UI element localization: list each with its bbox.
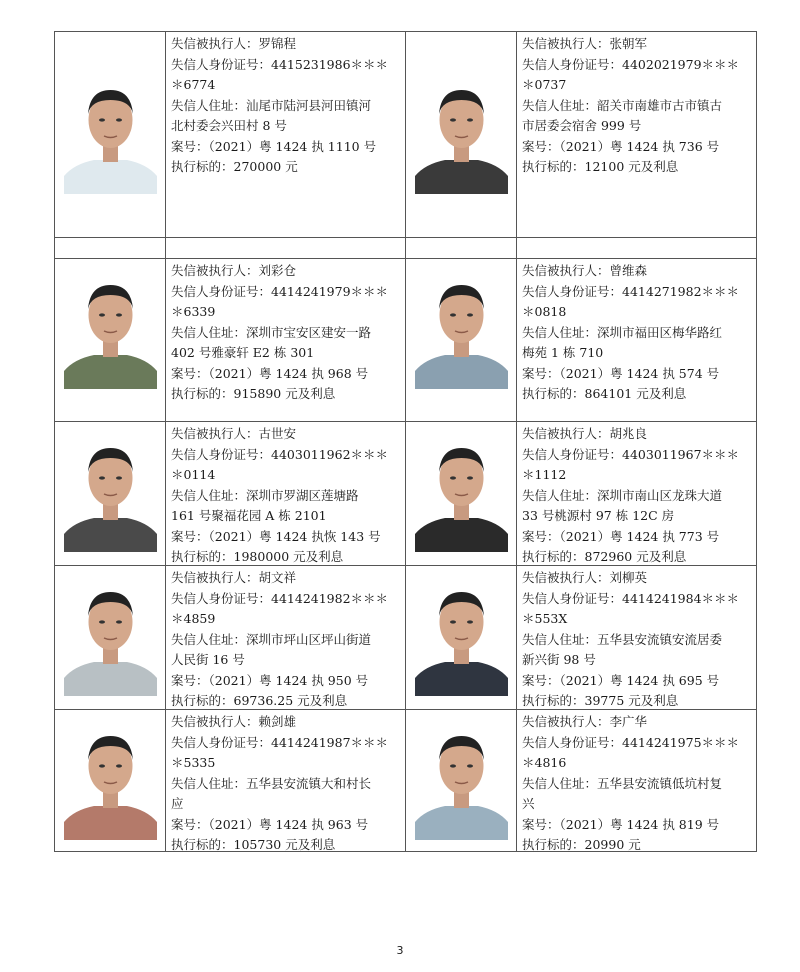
address-value-part2: 33 号桃源村 97 栋 12C 房: [522, 508, 675, 523]
address-value-part2: 161 号聚福花园 A 栋 2101: [171, 508, 327, 523]
address-value-part1: 五华县安流镇低坑村复: [597, 775, 723, 791]
id-value-part2: ＊6774: [171, 77, 216, 92]
name-label: 失信被执行人：: [522, 714, 610, 729]
defaulter-table: [54, 31, 757, 852]
info-cell: [166, 710, 405, 851]
defaulter-entry: [406, 566, 757, 709]
table-row-empty: [55, 238, 757, 259]
case-value: （2021）粤 1424 执 1110 号: [208, 138, 377, 154]
portrait-photo: [64, 76, 157, 194]
defaulter-entry: [55, 566, 406, 709]
photo-cell: [406, 259, 517, 421]
name-line: [522, 568, 752, 589]
id-label: 失信人身份证号：: [171, 734, 272, 750]
case-line: [522, 815, 752, 836]
address-line-continued: [171, 794, 401, 815]
portrait-photo: [64, 271, 157, 389]
address-line-continued: [171, 650, 401, 671]
amount-value: 864101 元及利息: [584, 386, 687, 401]
id-line-continued: [522, 302, 752, 323]
address-line-continued: [522, 650, 752, 671]
amount-label: 执行标的：: [522, 693, 585, 708]
portrait-photo: [415, 722, 508, 840]
case-line: [171, 364, 401, 385]
info-cell: [517, 710, 756, 851]
amount-label: 执行标的：: [171, 693, 234, 708]
id-label: 失信人身份证号：: [522, 56, 623, 72]
address-value-part1: 深圳市福田区梅华路红: [597, 324, 723, 340]
case-label: 案号：: [522, 528, 560, 544]
case-line: [171, 671, 401, 692]
address-line: [171, 630, 401, 651]
id-value-part2: ＊1112: [522, 467, 567, 482]
case-line: [171, 137, 401, 158]
amount-line: [522, 547, 752, 565]
defaulter-entry: [406, 32, 757, 237]
id-line: [522, 282, 752, 303]
case-value: （2021）粤 1424 执 773 号: [559, 528, 720, 544]
address-line-continued: [522, 794, 752, 815]
info-cell: [166, 259, 405, 421]
address-value-part2: 市居委会宿舍 999 号: [522, 118, 642, 133]
photo-cell: [55, 566, 166, 709]
case-value: （2021）粤 1424 执 574 号: [559, 365, 720, 381]
photo-cell: [406, 422, 517, 565]
name-line: [522, 261, 752, 282]
amount-line: [522, 384, 752, 405]
address-line-continued: [171, 506, 401, 527]
id-value-part1: 4414241982＊＊＊: [271, 590, 389, 606]
address-line: [171, 323, 401, 344]
amount-line: [522, 157, 752, 178]
id-line: [171, 282, 401, 303]
name-label: 失信被执行人：: [522, 36, 610, 51]
name-line: [171, 712, 401, 733]
case-value: （2021）粤 1424 执 819 号: [559, 816, 720, 832]
id-value-part2: ＊5335: [171, 755, 216, 770]
name-label: 失信被执行人：: [522, 426, 610, 441]
address-label: 失信人住址：: [171, 97, 247, 113]
info-cell: [166, 422, 405, 565]
name-line: [171, 568, 401, 589]
address-value-part2: 人民街 16 号: [171, 652, 245, 667]
name-label: 失信被执行人：: [171, 714, 259, 729]
portrait-photo: [415, 578, 508, 696]
portrait-photo: [64, 578, 157, 696]
case-label: 案号：: [171, 816, 209, 832]
id-line-continued: [171, 609, 401, 630]
info-cell: [166, 32, 405, 237]
amount-label: 执行标的：: [171, 837, 234, 851]
photo-cell: [55, 422, 166, 565]
page-number: 3: [396, 944, 404, 957]
name-value: 李广华: [609, 714, 648, 729]
amount-label: 执行标的：: [522, 549, 585, 564]
case-value: （2021）粤 1424 执 695 号: [559, 672, 720, 688]
address-line-continued: [522, 506, 752, 527]
amount-value: 915890 元及利息: [233, 386, 336, 401]
name-value: 曾维森: [609, 263, 648, 278]
photo-cell: [55, 259, 166, 421]
id-value-part2: ＊6339: [171, 304, 216, 319]
info-cell: [517, 32, 756, 237]
photo-cell: [406, 32, 517, 237]
case-value: （2021）粤 1424 执 968 号: [208, 365, 369, 381]
id-label: 失信人身份证号：: [522, 734, 623, 750]
photo-cell: [406, 710, 517, 851]
name-line: [522, 424, 752, 445]
id-label: 失信人身份证号：: [171, 590, 272, 606]
id-line-continued: [171, 75, 401, 96]
amount-value: 105730 元及利息: [233, 837, 336, 851]
table-row: [55, 566, 757, 710]
id-line: [522, 589, 752, 610]
name-label: 失信被执行人：: [522, 263, 610, 278]
amount-line: [522, 835, 752, 851]
case-label: 案号：: [171, 528, 209, 544]
id-value-part2: ＊4816: [522, 755, 567, 770]
id-line-continued: [171, 753, 401, 774]
case-line: [171, 527, 401, 548]
address-value-part1: 汕尾市陆河县河田镇河: [246, 97, 372, 113]
address-label: 失信人住址：: [522, 324, 598, 340]
id-line-continued: [522, 609, 752, 630]
name-label: 失信被执行人：: [171, 36, 259, 51]
id-label: 失信人身份证号：: [171, 56, 272, 72]
name-label: 失信被执行人：: [522, 570, 610, 585]
case-value: （2021）粤 1424 执 963 号: [208, 816, 369, 832]
address-label: 失信人住址：: [522, 775, 598, 791]
address-label: 失信人住址：: [171, 324, 247, 340]
address-value-part2: 新兴街 98 号: [522, 652, 596, 667]
amount-value: 69736.25 元及利息: [233, 693, 348, 708]
case-line: [171, 815, 401, 836]
id-label: 失信人身份证号：: [522, 446, 623, 462]
case-line: [522, 364, 752, 385]
case-label: 案号：: [171, 365, 209, 381]
info-cell: [517, 259, 756, 421]
address-value-part1: 深圳市南山区龙珠大道: [597, 487, 723, 503]
id-line: [171, 733, 401, 754]
id-line: [171, 589, 401, 610]
amount-value: 20990 元: [584, 837, 641, 851]
id-line: [171, 445, 401, 466]
id-value-part2: ＊0737: [522, 77, 567, 92]
id-line-continued: [171, 302, 401, 323]
amount-value: 12100 元及利息: [584, 159, 679, 174]
address-line: [171, 486, 401, 507]
name-label: 失信被执行人：: [171, 570, 259, 585]
amount-line: [171, 384, 401, 405]
amount-value: 872960 元及利息: [584, 549, 687, 564]
amount-value: 39775 元及利息: [584, 693, 679, 708]
address-line: [522, 486, 752, 507]
defaulter-entry: [55, 422, 406, 565]
id-line-continued: [522, 75, 752, 96]
amount-line: [171, 157, 401, 178]
case-line: [522, 137, 752, 158]
table-row: [55, 710, 757, 852]
address-value-part1: 深圳市罗湖区莲塘路: [246, 487, 359, 503]
id-value-part1: 4414271982＊＊＊: [622, 283, 740, 299]
address-line: [522, 774, 752, 795]
amount-line: [171, 691, 401, 709]
address-label: 失信人住址：: [171, 775, 247, 791]
portrait-photo: [64, 434, 157, 552]
address-line: [522, 323, 752, 344]
case-line: [522, 527, 752, 548]
name-label: 失信被执行人：: [171, 426, 259, 441]
info-cell: [517, 422, 756, 565]
id-value-part1: 4415231986＊＊＊: [271, 56, 389, 72]
empty-cell: [406, 238, 757, 258]
amount-line: [522, 691, 752, 709]
address-line-continued: [171, 343, 401, 364]
id-line: [522, 445, 752, 466]
id-label: 失信人身份证号：: [171, 283, 272, 299]
name-value: 张朝军: [609, 36, 648, 51]
address-value-part1: 韶关市南雄市古市镇古: [597, 97, 723, 113]
empty-cell: [55, 238, 406, 258]
address-label: 失信人住址：: [522, 631, 598, 647]
id-label: 失信人身份证号：: [522, 590, 623, 606]
case-value: （2021）粤 1424 执恢 143 号: [208, 528, 381, 544]
id-label: 失信人身份证号：: [522, 283, 623, 299]
address-line: [522, 630, 752, 651]
table-row: [55, 32, 757, 238]
photo-cell: [55, 710, 166, 851]
id-value-part2: ＊553X: [522, 611, 568, 626]
amount-label: 执行标的：: [171, 549, 234, 564]
address-value-part2: 应: [171, 796, 184, 811]
id-line-continued: [171, 465, 401, 486]
address-label: 失信人住址：: [171, 487, 247, 503]
amount-label: 执行标的：: [171, 386, 234, 401]
amount-line: [171, 547, 401, 565]
id-label: 失信人身份证号：: [171, 446, 272, 462]
portrait-photo: [64, 722, 157, 840]
address-line: [171, 96, 401, 117]
id-line: [171, 55, 401, 76]
case-label: 案号：: [522, 138, 560, 154]
id-line-continued: [522, 753, 752, 774]
defaulter-entry: [406, 422, 757, 565]
address-label: 失信人住址：: [522, 97, 598, 113]
id-value-part2: ＊0114: [171, 467, 216, 482]
amount-label: 执行标的：: [522, 837, 585, 851]
address-label: 失信人住址：: [522, 487, 598, 503]
amount-line: [171, 835, 401, 851]
name-line: [171, 424, 401, 445]
id-value-part1: 4414241975＊＊＊: [622, 734, 740, 750]
address-value-part2: 北村委会兴田村 8 号: [171, 118, 287, 133]
address-value-part1: 五华县安流镇安流居委: [597, 631, 723, 647]
case-line: [522, 671, 752, 692]
defaulter-entry: [55, 710, 406, 851]
amount-label: 执行标的：: [522, 159, 585, 174]
photo-cell: [406, 566, 517, 709]
name-label: 失信被执行人：: [171, 263, 259, 278]
defaulter-entry: [55, 32, 406, 237]
id-value-part2: ＊0818: [522, 304, 567, 319]
name-line: [522, 712, 752, 733]
address-line: [171, 774, 401, 795]
portrait-photo: [415, 434, 508, 552]
address-value-part1: 深圳市坪山区坪山街道: [246, 631, 372, 647]
photo-cell: [55, 32, 166, 237]
amount-value: 1980000 元及利息: [233, 549, 344, 564]
address-line-continued: [522, 343, 752, 364]
address-label: 失信人住址：: [171, 631, 247, 647]
name-line: [522, 34, 752, 55]
amount-label: 执行标的：: [171, 159, 234, 174]
id-value-part2: ＊4859: [171, 611, 216, 626]
name-value: 胡文祥: [258, 570, 297, 585]
info-cell: [166, 566, 405, 709]
name-line: [171, 261, 401, 282]
amount-label: 执行标的：: [522, 386, 585, 401]
address-value-part1: 五华县安流镇大和村长: [246, 775, 372, 791]
address-line-continued: [522, 116, 752, 137]
case-label: 案号：: [171, 138, 209, 154]
name-value: 赖剑雄: [258, 714, 297, 729]
id-line: [522, 55, 752, 76]
name-value: 古世安: [258, 426, 297, 441]
table-row: [55, 259, 757, 422]
name-value: 罗锦程: [258, 36, 297, 51]
name-value: 刘彩仓: [258, 263, 297, 278]
id-line-continued: [522, 465, 752, 486]
id-value-part1: 4402021979＊＊＊: [622, 56, 740, 72]
id-line: [522, 733, 752, 754]
address-value-part2: 402 号雅豪轩 E2 栋 301: [171, 345, 315, 360]
info-cell: [517, 566, 756, 709]
case-value: （2021）粤 1424 执 736 号: [559, 138, 720, 154]
amount-value: 270000 元: [233, 159, 298, 174]
id-value-part1: 4403011967＊＊＊: [622, 446, 740, 462]
address-value-part2: 兴: [522, 796, 535, 811]
defaulter-entry: [55, 259, 406, 421]
case-value: （2021）粤 1424 执 950 号: [208, 672, 369, 688]
table-row: [55, 422, 757, 566]
case-label: 案号：: [522, 816, 560, 832]
id-value-part1: 4414241984＊＊＊: [622, 590, 740, 606]
id-value-part1: 4414241979＊＊＊: [271, 283, 389, 299]
id-value-part1: 4414241987＊＊＊: [271, 734, 389, 750]
name-value: 胡兆良: [609, 426, 648, 441]
name-line: [171, 34, 401, 55]
case-label: 案号：: [171, 672, 209, 688]
case-label: 案号：: [522, 365, 560, 381]
id-value-part1: 4403011962＊＊＊: [271, 446, 389, 462]
case-label: 案号：: [522, 672, 560, 688]
name-value: 刘柳英: [609, 570, 648, 585]
portrait-photo: [415, 76, 508, 194]
address-value-part2: 梅苑 1 栋 710: [522, 345, 604, 360]
address-value-part1: 深圳市宝安区建安一路: [246, 324, 372, 340]
address-line: [522, 96, 752, 117]
defaulter-entry: [406, 710, 757, 851]
address-line-continued: [171, 116, 401, 137]
defaulter-entry: [406, 259, 757, 421]
portrait-photo: [415, 271, 508, 389]
